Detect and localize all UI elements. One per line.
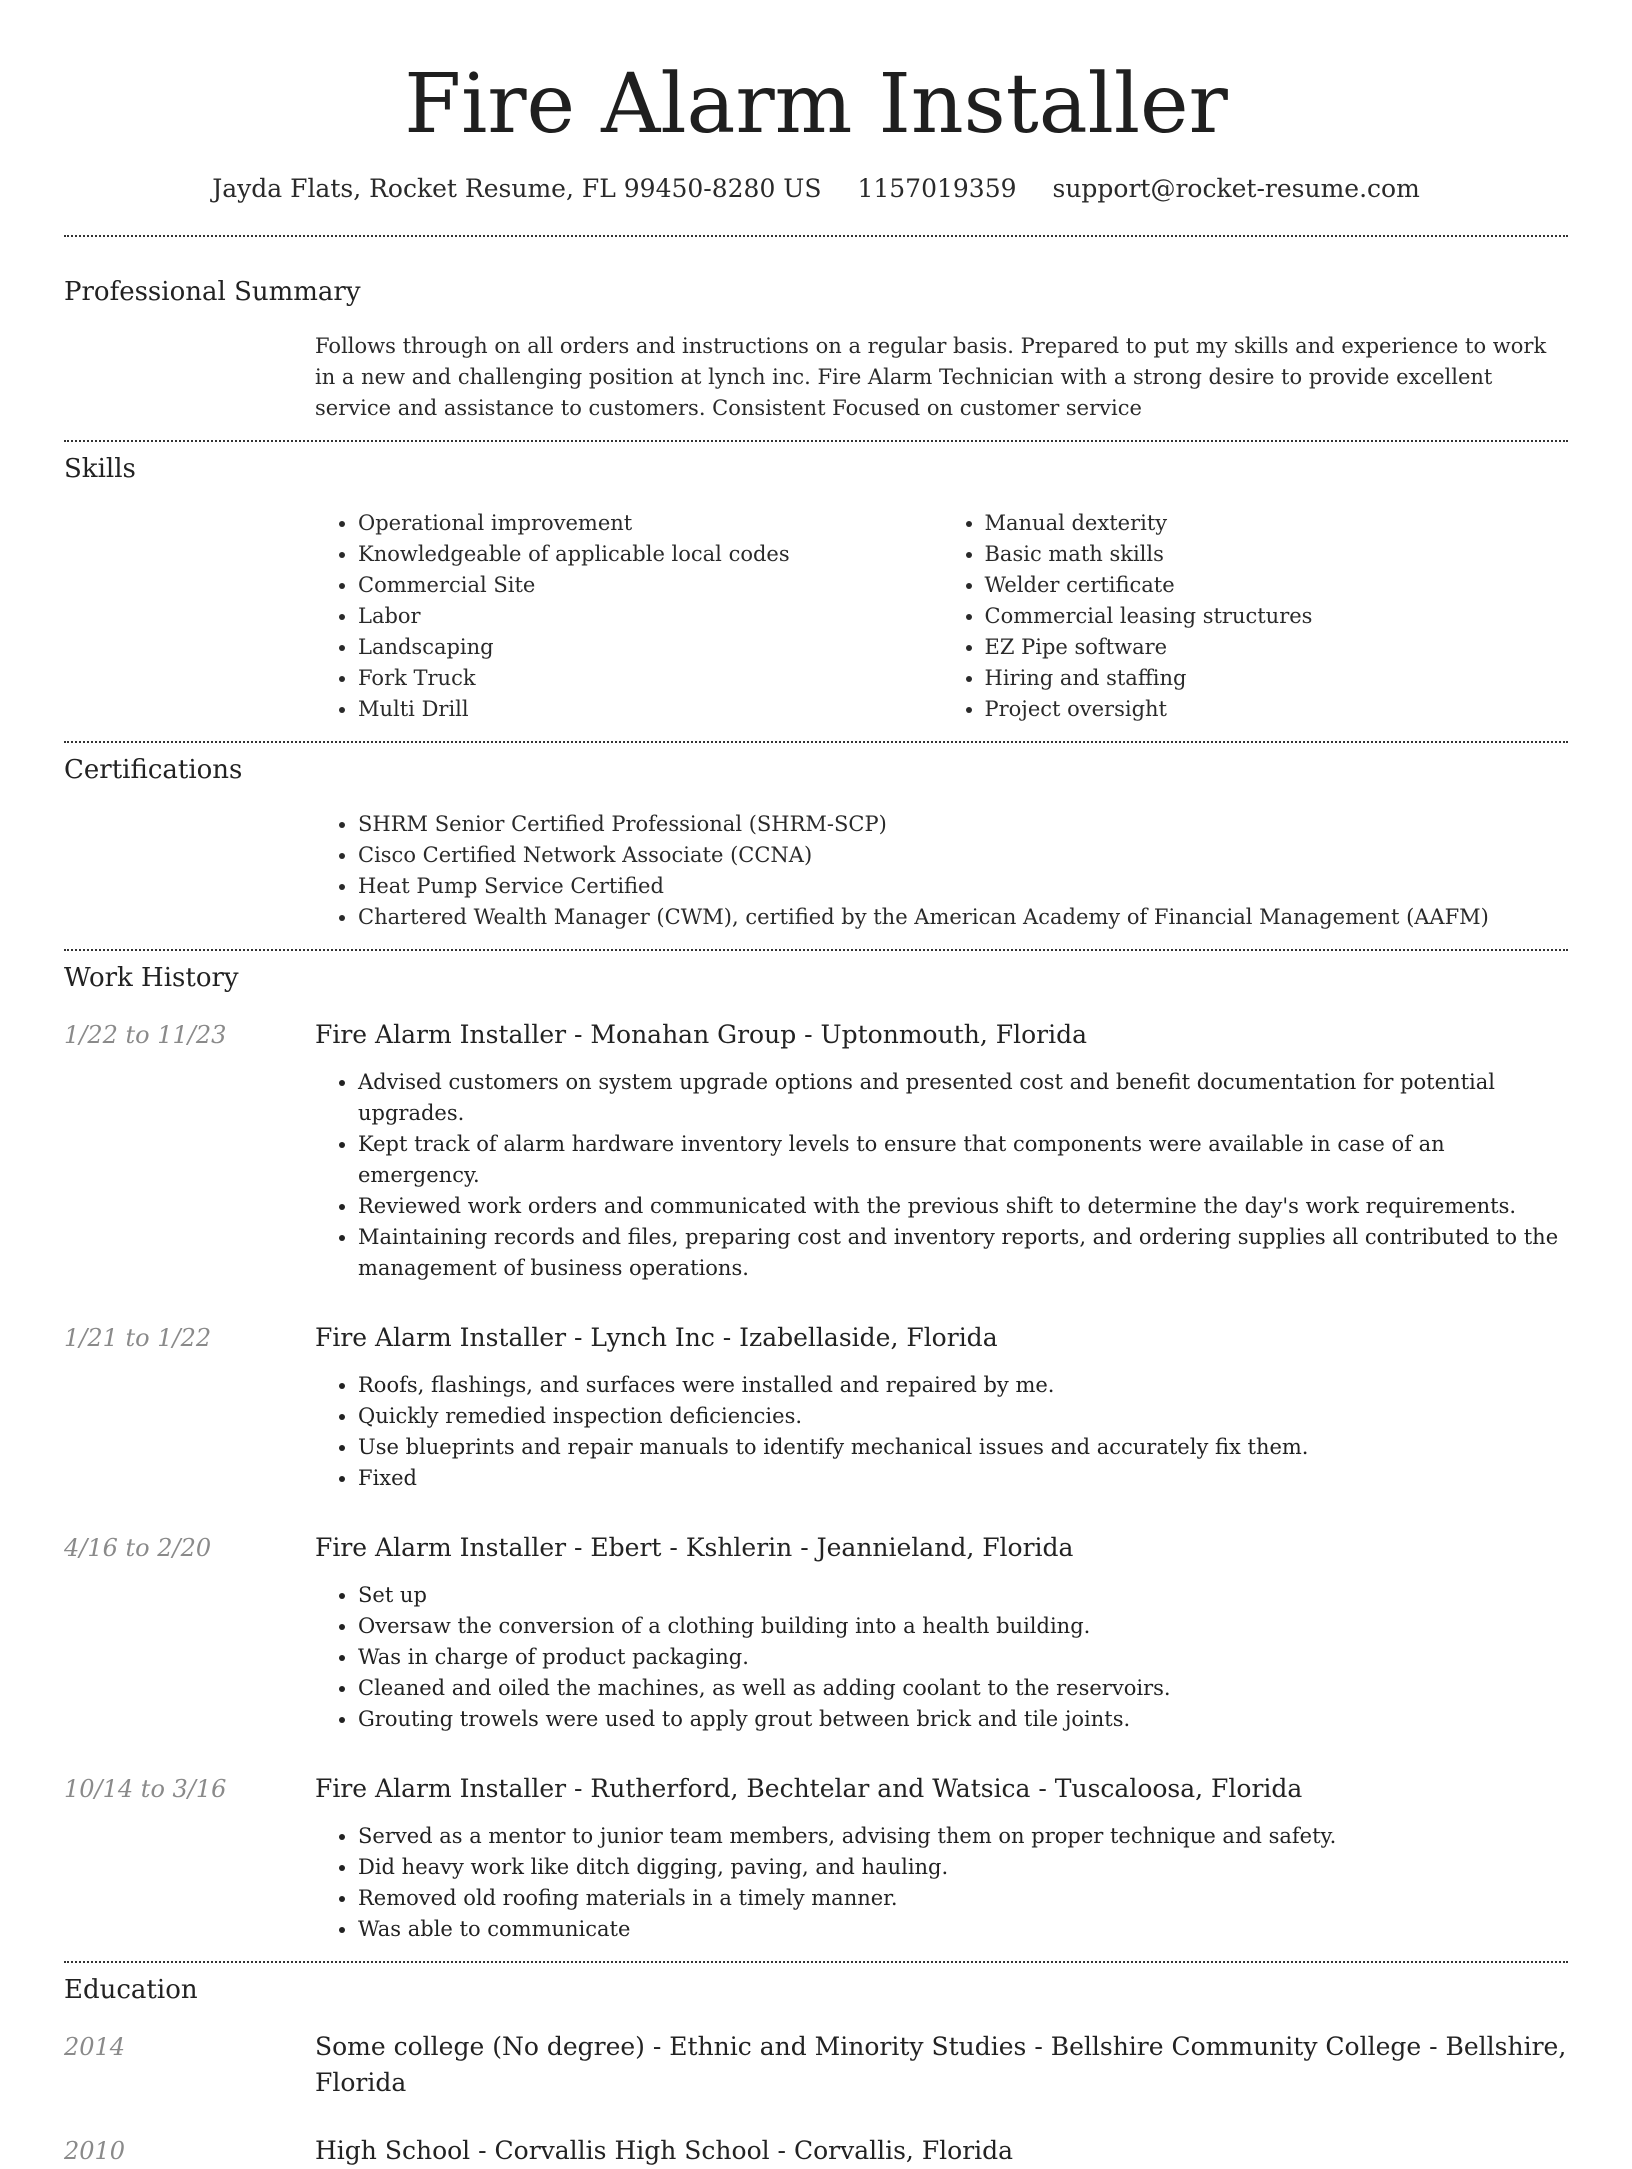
list-item: • Heat Pump Service Certified — [358, 871, 1568, 902]
list-item: • Cleaned and oiled the machines, as well as adding coolant to the reservoirs. — [358, 1673, 1568, 1704]
education-title: High School - Corvallis High School - Corvallis, Florida — [315, 2136, 1014, 2166]
job-date: 10/14 to 3/16 — [64, 1775, 227, 1804]
education-title: Some college (No degree) - Ethnic and Minority Studies - Bellshire Community College - Bellshire, Florida — [315, 2032, 1567, 2098]
list-item: • Advised customers on system upgrade options and presented cost and benefit documentation for potential upgrades. — [358, 1067, 1568, 1129]
section-divider — [64, 440, 1568, 442]
list-item: • Served as a mentor to junior team members, advising them on proper technique and safety. — [358, 1821, 1568, 1852]
job-date: 1/21 to 1/22 — [64, 1324, 212, 1353]
list-item: • Quickly remedied inspection deficiencies. — [358, 1401, 1568, 1432]
list-item: • Knowledgeable of applicable local codes — [358, 539, 942, 570]
job-title: Fire Alarm Installer - Ebert - Kshlerin - Jeannieland, Florida — [315, 1533, 1074, 1563]
list-item: • Grouting trowels were used to apply grout between brick and tile joints. — [358, 1704, 1568, 1735]
section-divider — [64, 741, 1568, 743]
list-item: • Hiring and staffing — [985, 663, 1569, 694]
job-entry — [64, 1320, 1568, 1494]
list-item: • Commercial Site — [358, 570, 942, 601]
job-date: 1/22 to 11/23 — [64, 1021, 227, 1050]
section-divider — [64, 949, 1568, 951]
education-date: 2014 — [64, 2033, 126, 2062]
list-item: • Removed old roofing materials in a timely manner. — [358, 1883, 1568, 1914]
list-item: • Fork Truck — [358, 663, 942, 694]
contact-phone: 1157019359 — [857, 174, 1017, 204]
job-entry — [64, 1017, 1568, 1284]
section-divider — [64, 1961, 1568, 1963]
list-item: • Labor — [358, 601, 942, 632]
list-item: • Basic math skills — [985, 539, 1569, 570]
skills-column-left — [315, 508, 942, 725]
list-item: • Manual dexterity — [985, 508, 1569, 539]
list-item: • Cisco Certified Network Associate (CCNA) — [358, 840, 1568, 871]
summary-text: Follows through on all orders and instructions on a regular basis. Prepared to put my skills and experience to work in a new and challenging position at lynch inc. Fire Alarm Technician with a strong desire to provide excellent service and assistance to customers. Consistent Focused on customer service — [315, 334, 1547, 421]
list-item: • Was able to communicate — [358, 1914, 1568, 1945]
job-date: 4/16 to 2/20 — [64, 1534, 212, 1563]
section-title-work: Work History — [64, 963, 239, 994]
list-item: • Use blueprints and repair manuals to identify mechanical issues and accurately fix them. — [358, 1432, 1568, 1463]
list-item: • Maintaining records and files, preparing cost and inventory reports, and ordering supplies all contributed to the management of business operations. — [358, 1222, 1568, 1284]
job-entry — [64, 1530, 1568, 1735]
section-title-education: Education — [64, 1975, 198, 2006]
list-item: • EZ Pipe software — [985, 632, 1569, 663]
job-title: Fire Alarm Installer - Monahan Group - Uptonmouth, Florida — [315, 1020, 1087, 1050]
education-entry — [64, 2133, 1568, 2169]
certifications-list — [315, 809, 1568, 933]
job-title: Fire Alarm Installer - Rutherford, Bechtelar and Watsica - Tuscaloosa, Florida — [315, 1774, 1303, 1804]
skills-list — [315, 508, 1568, 725]
list-item: • Roofs, flashings, and surfaces were installed and repaired by me. — [358, 1370, 1568, 1401]
list-item: • Chartered Wealth Manager (CWM), certified by the American Academy of Financial Management (AAFM) — [358, 902, 1568, 933]
list-item: • Did heavy work like ditch digging, paving, and hauling. — [358, 1852, 1568, 1883]
list-item: • Was in charge of product packaging. — [358, 1642, 1568, 1673]
list-item: • Project oversight — [985, 694, 1569, 725]
job-entry — [64, 1771, 1568, 1945]
list-item: • Oversaw the conversion of a clothing building into a health building. — [358, 1611, 1568, 1642]
contact-address: Jayda Flats, Rocket Resume, FL 99450-8280 US — [212, 174, 822, 204]
list-item: • SHRM Senior Certified Professional (SHRM-SCP) — [358, 809, 1568, 840]
list-item: • Welder certificate — [985, 570, 1569, 601]
section-title-summary: Professional Summary — [64, 277, 361, 308]
education-date: 2010 — [64, 2137, 126, 2166]
education-entry — [64, 2029, 1568, 2101]
list-item: • Commercial leasing structures — [985, 601, 1569, 632]
list-item: • Fixed — [358, 1463, 1568, 1494]
job-title: Fire Alarm Installer - Lynch Inc - Izabellaside, Florida — [315, 1323, 998, 1353]
list-item: • Operational improvement — [358, 508, 942, 539]
list-item: • Multi Drill — [358, 694, 942, 725]
section-title-certifications: Certifications — [64, 755, 243, 786]
section-divider — [64, 235, 1568, 237]
contact-email[interactable]: support@rocket-resume.com — [1052, 174, 1420, 204]
resume-name: Fire Alarm Installer — [404, 57, 1228, 152]
skills-column-right — [942, 508, 1569, 725]
list-item: • Reviewed work orders and communicated with the previous shift to determine the day's work requirements. — [358, 1191, 1568, 1222]
contact-line — [0, 174, 1632, 203]
list-item: • Set up — [358, 1580, 1568, 1611]
list-item: • Landscaping — [358, 632, 942, 663]
section-title-skills: Skills — [64, 454, 136, 485]
list-item: • Kept track of alarm hardware inventory levels to ensure that components were available in case of an emergency. — [358, 1129, 1568, 1191]
